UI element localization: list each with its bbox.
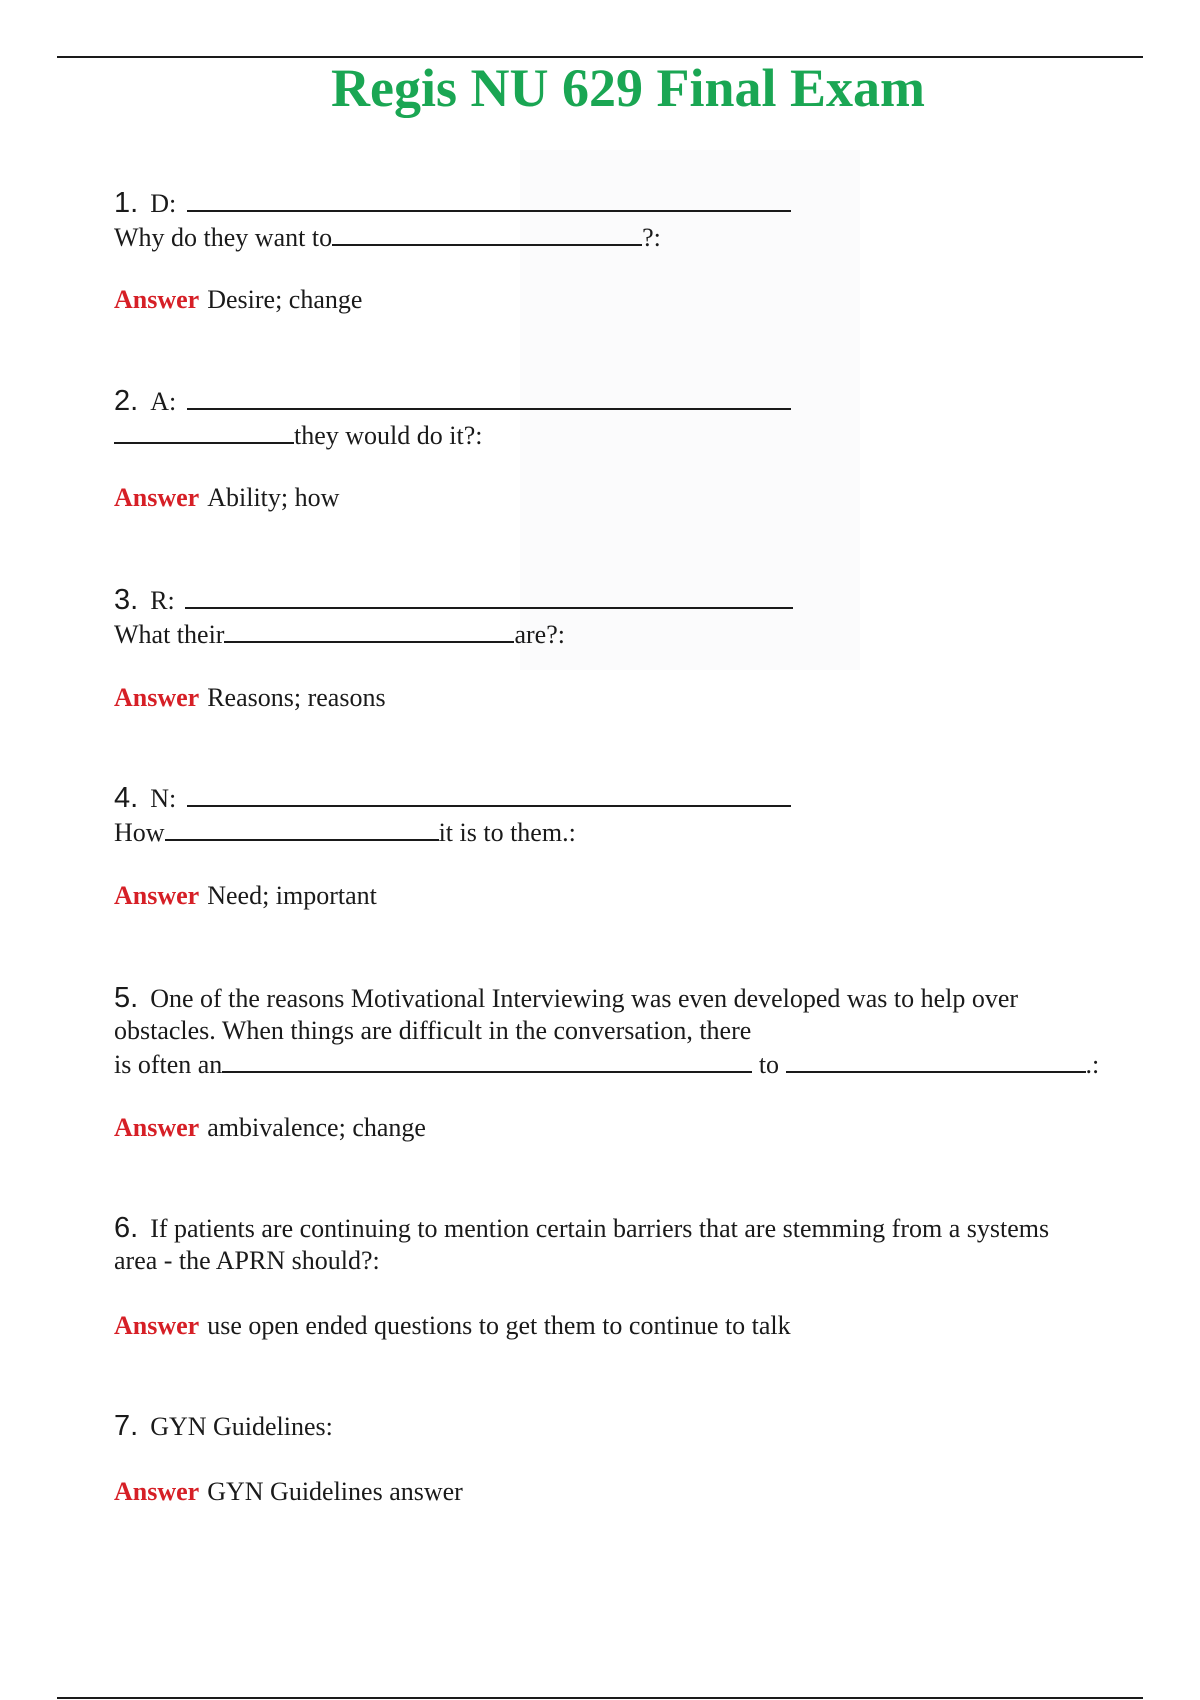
- answer-text: Reasons; reasons: [207, 683, 386, 712]
- question-text: Why do they want to: [114, 223, 333, 252]
- question-text: to: [758, 1050, 780, 1079]
- question-prompt: R:: [150, 586, 175, 615]
- question-text: ?:: [642, 223, 661, 252]
- answer-1: [114, 284, 362, 316]
- question-prompt: GYN Guidelines:: [150, 1412, 333, 1441]
- question-text: One of the reasons Motivational Interviewing was even developed was to help over: [150, 984, 1019, 1013]
- blank-line: [332, 220, 642, 246]
- blank-line: [187, 186, 791, 212]
- question-text: How: [114, 818, 165, 847]
- question-number: 7.: [114, 1410, 139, 1442]
- question-number: 3.: [114, 584, 139, 616]
- answer-text: Need; important: [207, 881, 377, 910]
- question-text: it is to them.:: [438, 818, 576, 847]
- answer-label: Answer: [114, 1113, 200, 1142]
- answer-text: GYN Guidelines answer: [207, 1477, 463, 1506]
- question-2: [114, 384, 1104, 452]
- question-text: is often an: [114, 1050, 223, 1079]
- question-text: obstacles. When things are difficult in the conversation, there: [114, 1016, 752, 1045]
- answer-7: [114, 1476, 463, 1508]
- question-7: [114, 1410, 1104, 1443]
- answer-5: [114, 1112, 426, 1144]
- question-6: [114, 1212, 1104, 1277]
- question-text: they would do it?:: [294, 421, 483, 450]
- blank-line: [224, 617, 514, 643]
- answer-text: ambivalence; change: [207, 1113, 426, 1142]
- answer-label: Answer: [114, 483, 200, 512]
- answer-label: Answer: [114, 285, 200, 314]
- blank-line: [187, 781, 791, 807]
- question-text: are?:: [514, 620, 565, 649]
- blank-line: [187, 384, 791, 410]
- question-text: If patients are continuing to mention certain barriers that are stemming from a systems: [150, 1214, 1050, 1243]
- answer-text: Ability; how: [207, 483, 340, 512]
- answer-label: Answer: [114, 1311, 200, 1340]
- blank-line: [165, 815, 439, 841]
- question-number: 2.: [114, 385, 139, 417]
- answer-label: Answer: [114, 1477, 200, 1506]
- question-text: .:: [1085, 1050, 1100, 1079]
- question-prompt: A:: [150, 387, 177, 416]
- question-5: [114, 982, 1104, 1081]
- blank-line: [222, 1047, 752, 1073]
- answer-text: Desire; change: [207, 285, 363, 314]
- question-number: 1.: [114, 187, 139, 219]
- question-text: area - the APRN should?:: [114, 1246, 380, 1275]
- question-prompt: D:: [150, 189, 177, 218]
- blank-line: [786, 1047, 1086, 1073]
- document-title: Regis NU 629 Final Exam: [331, 58, 925, 118]
- answer-text: use open ended questions to get them to continue to talk: [207, 1311, 791, 1340]
- question-number: 4.: [114, 782, 139, 814]
- question-text: What their: [114, 620, 225, 649]
- question-1: [114, 186, 1104, 254]
- question-prompt: N:: [150, 784, 177, 813]
- answer-2: [114, 482, 339, 514]
- question-3: [114, 583, 1104, 651]
- question-4: [114, 781, 1104, 849]
- bottom-rule: [57, 1697, 1143, 1699]
- question-number: 5.: [114, 982, 139, 1014]
- question-number: 6.: [114, 1212, 139, 1244]
- blank-line: [185, 583, 793, 609]
- answer-label: Answer: [114, 881, 200, 910]
- answer-6: [114, 1310, 791, 1342]
- answer-label: Answer: [114, 683, 200, 712]
- blank-line: [114, 418, 294, 444]
- answer-3: [114, 682, 386, 714]
- answer-4: [114, 880, 377, 912]
